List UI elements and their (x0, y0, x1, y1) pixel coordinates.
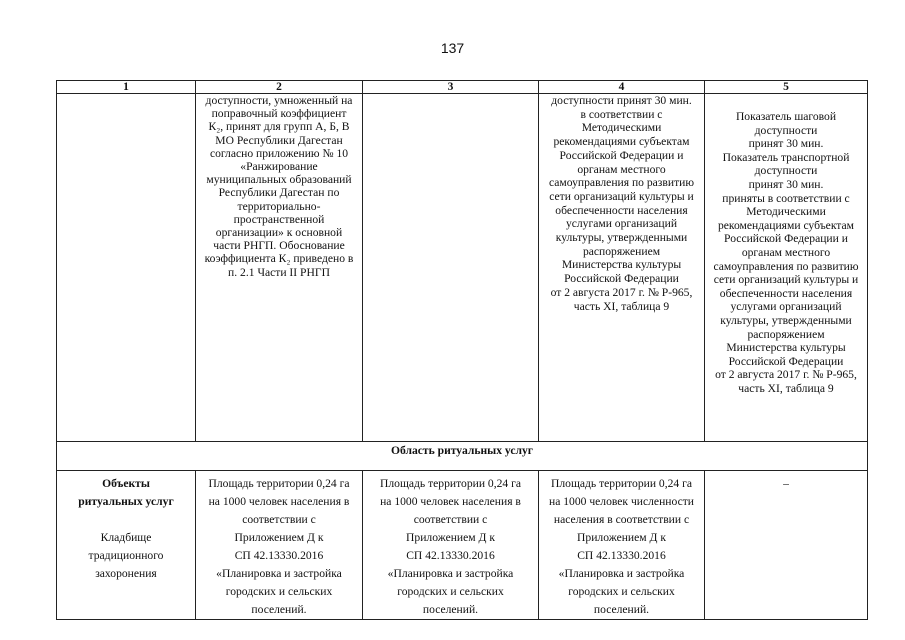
cell-text-line: Приложением Д к (406, 531, 495, 544)
cell-text-line: части РНГП. Обоснование (213, 239, 345, 253)
cell-text-line: «Планировка и застройка (387, 567, 514, 580)
object-category-line-2: ритуальных услуг (78, 495, 174, 508)
cell-text-line: культуры, утвержденными (720, 313, 852, 327)
object-type-line-2: традиционного (88, 549, 164, 562)
header-col-2: 2 (196, 81, 363, 94)
cell-text-line: СП 42.13330.2016 (234, 549, 324, 562)
cell-text-line: Показатель шаговой (735, 110, 837, 123)
section-row (57, 442, 868, 471)
cell-text-line: поправочный коэффициент (211, 107, 347, 121)
object-type-line-3: захоронения (95, 567, 157, 580)
cell-text-line: на 1000 человек населения в (208, 495, 350, 508)
object-name-cell (57, 471, 196, 620)
cell-text-line: «Планировка и застройка (216, 567, 342, 580)
cell-text-line: согласно приложению № 10 (209, 146, 349, 160)
page-number: 137 (440, 40, 465, 56)
cell-text-line: Площадь территории 0,24 га (550, 477, 693, 490)
top-cell-col-4 (539, 94, 705, 442)
cell-text-line: МО Республики Дагестан (215, 133, 343, 147)
cell-text-line: коэффициента К₂ приведено в (204, 252, 354, 266)
header-col-3: 3 (363, 81, 539, 94)
cell-text-line: приняты в соответствии с (722, 191, 850, 205)
document-table (56, 80, 868, 620)
cell-text-line: на 1000 человек населения в (380, 495, 521, 508)
table-row (57, 94, 868, 442)
cell-text-line: соответствии с (413, 513, 488, 526)
cell-text-line: Российской Федерации и (559, 148, 684, 162)
cell-text-line: доступности (754, 123, 818, 137)
cell-text-line: самоуправления по развитию (549, 176, 694, 190)
cell-text-line: поселений. (251, 603, 307, 616)
cell-text-line: Площадь территории 0,24 га (379, 477, 522, 490)
cell-text-line: городских и сельских (568, 585, 675, 598)
cell-text-line: культуры, утвержденными (555, 231, 688, 245)
cell-text-line: рекомендациями субъектам (553, 135, 690, 149)
cell-text-line: обеспеченности населения (555, 203, 688, 217)
cell-text-line: городских и сельских (397, 585, 504, 598)
cell-text-line: обеспеченности населения (719, 286, 853, 300)
cell-text-line: принят 30 мин. (748, 177, 824, 191)
cell-text-line: организации» к основной (215, 226, 343, 240)
cell-text-line: соответствии с (242, 513, 316, 526)
bottom-cell-col-5 (705, 471, 868, 620)
cell-text-line: поселений. (422, 603, 479, 616)
cell-text-line: муниципальных образований (206, 173, 352, 187)
top-cell-col-5 (705, 94, 868, 442)
cell-text-line: населения в соответствии с (553, 513, 690, 526)
cell-text-line: Приложением Д к (234, 531, 324, 544)
cell-text-line: городских и сельских (225, 585, 333, 598)
cell-text-line: «Ранжирование (240, 160, 318, 174)
cell-text-line: в соответствии с (580, 107, 663, 121)
cell-text-line: СП 42.13330.2016 (577, 549, 666, 562)
cell-text-line: часть XI, таблица 9 (573, 299, 670, 313)
cell-text-line: Показатель транспортной (722, 150, 850, 164)
cell-text-line: Республики Дагестан по (218, 186, 340, 200)
cell-text-line: от 2 августа 2017 г. № Р-965, (715, 368, 857, 382)
bottom-cell-col-2 (196, 471, 363, 620)
cell-text-line: сети организаций культуры и (549, 189, 694, 203)
cell-text-line: Методическими (581, 121, 662, 135)
section-title: Область ритуальных услуг (57, 442, 868, 471)
header-col-5: 5 (705, 81, 868, 94)
cell-text-line: сети организаций культуры и (713, 273, 859, 287)
cell-text-line: органам местного (741, 245, 831, 259)
cell-text-line: распоряжением (747, 327, 825, 341)
cell-text-line: часть XI, таблица 9 (738, 381, 834, 395)
cell-text-line: СП 42.13330.2016 (406, 549, 495, 562)
cell-text-line: услугами организаций (565, 217, 678, 231)
cell-text-line: «Планировка и застройка (558, 567, 685, 580)
bottom-cell-col-4 (539, 471, 705, 620)
top-cell-col-1 (57, 94, 196, 442)
cell-text-line: органам местного (577, 162, 666, 176)
cell-text-line: К₂, принят для групп А, Б, В (208, 120, 350, 134)
top-cell-col-3 (363, 94, 539, 442)
cell-text-line: распоряжением (582, 244, 661, 258)
cell-text-line: Российской Федерации (728, 354, 844, 368)
cell-text-line: п. 2.1 Части II РНГП (228, 265, 330, 279)
cell-text-line: Методическими (746, 205, 826, 219)
header-row (57, 81, 868, 94)
cell-text-line: поселений. (593, 603, 650, 616)
cell-text-line: Площадь территории 0,24 га (208, 477, 350, 490)
cell-text-line: принят 30 мин. (748, 137, 824, 151)
cell-text-line: Российской Федерации и (724, 232, 848, 246)
spacer (60, 511, 192, 529)
table-row (57, 471, 868, 620)
object-category-line-1: Объекты (102, 477, 150, 490)
cell-text-line: услугами организаций (730, 300, 842, 314)
header-col-4: 4 (539, 81, 705, 94)
bottom-cell-col-3 (363, 471, 539, 620)
cell-text-line: рекомендациями субъектам (717, 218, 855, 232)
cell-text-line: – (783, 477, 789, 490)
cell-text-line: Приложением Д к (577, 531, 666, 544)
cell-text-line: Министерства культуры (726, 341, 846, 355)
cell-text-line: Российской Федерации (564, 272, 679, 286)
object-type-line-1: Кладбище (100, 531, 152, 544)
cell-text-line: от 2 августа 2017 г. № Р-965, (550, 285, 693, 299)
header-col-1: 1 (57, 81, 196, 94)
cell-text-line: доступности принят 30 мин. (551, 94, 692, 107)
cell-text-line: пространственной (233, 212, 325, 226)
top-cell-col-2 (196, 94, 363, 442)
cell-text-line: на 1000 человек численности (548, 495, 694, 508)
cell-text-line: доступности (754, 164, 818, 178)
cell-text-line: Министерства культуры (561, 258, 682, 272)
cell-text-line: доступности, умноженный на (205, 94, 353, 107)
cell-text-line: самоуправления по развитию (713, 259, 859, 273)
cell-text-line: территориально- (237, 199, 321, 213)
